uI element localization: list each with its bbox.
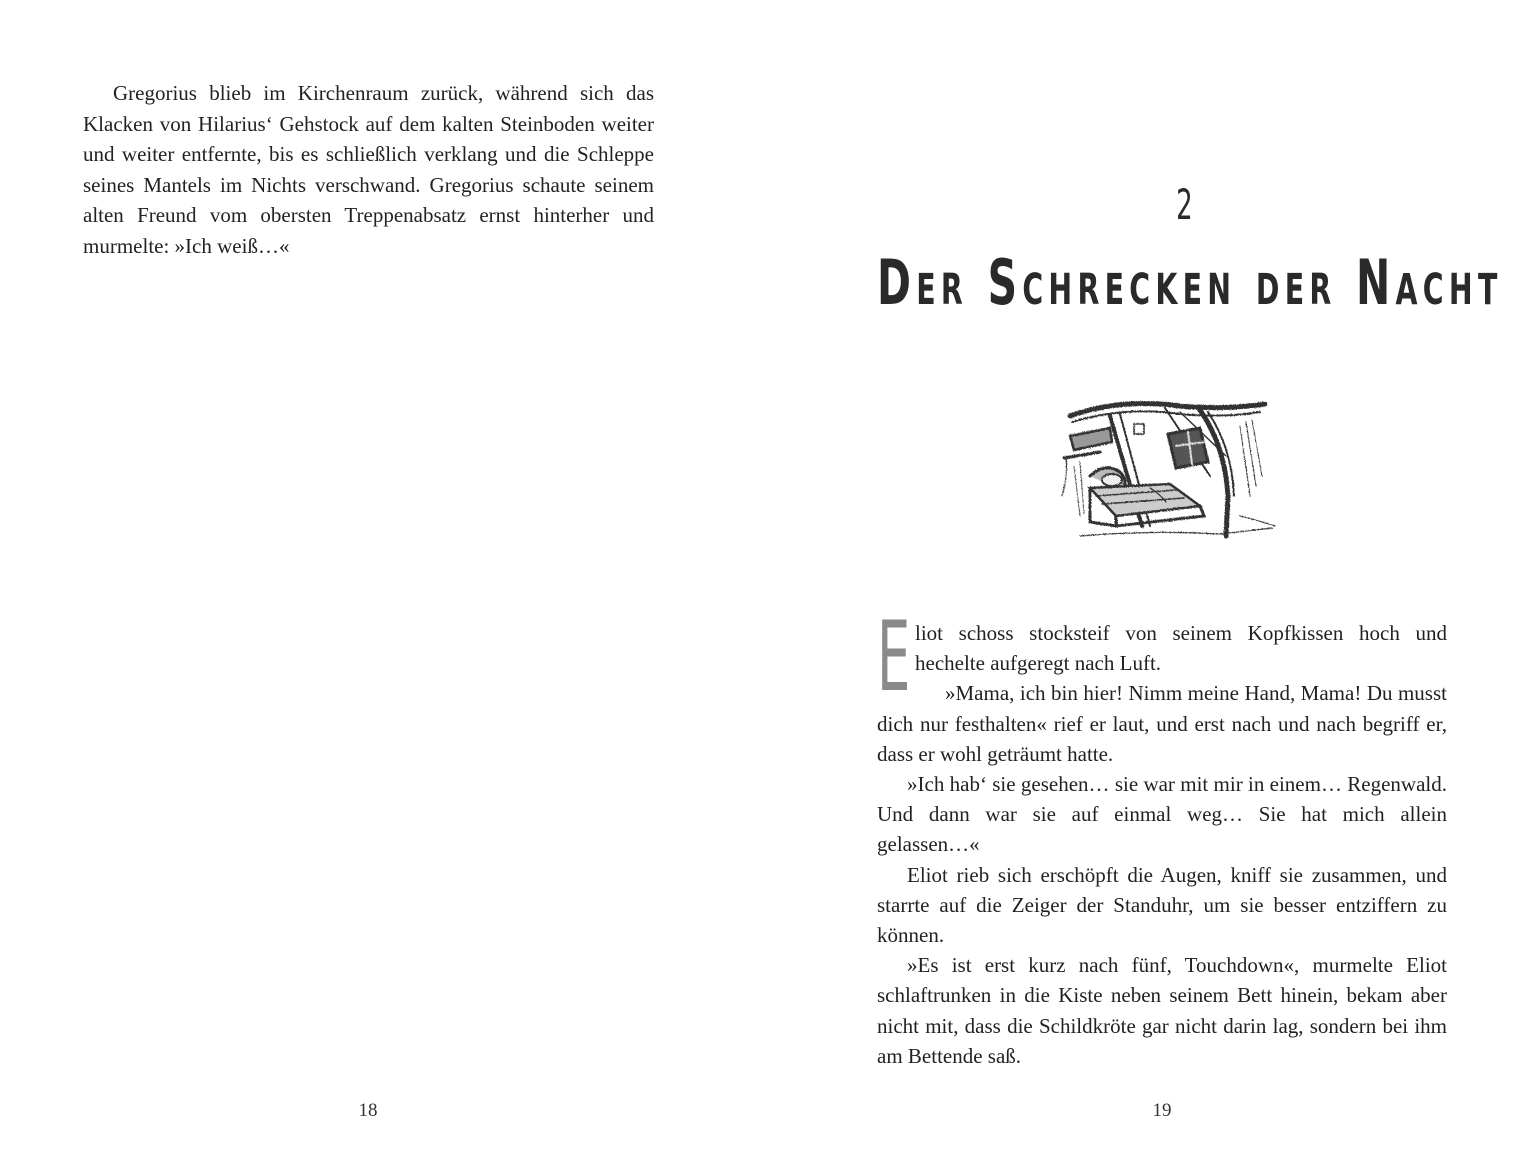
- opening-paragraph-text: liot schoss stocksteif von seinem Kopfkissen hoch und hechelte aufgeregt nach Luft.: [915, 621, 1447, 676]
- paragraph-4: »Es ist erst kurz nach fünf, Touchdown«, murmelte Eliot schlaftrunken in die Kiste neben seinem Bett hinein, bekam aber nicht mit, dass die Schildkröte gar nicht darin lag, sondern bei ihm am Bettende saß.: [877, 953, 1447, 1068]
- left-page-text: [83, 78, 654, 261]
- chapter-title: Der Schrecken der Nacht: [877, 246, 1503, 319]
- paragraph-3: Eliot rieb sich erschöpft die Augen, kniff sie zusammen, und starrte auf die Zeiger der Standuhr, um sie besser entziffern zu können.: [877, 862, 1447, 948]
- right-page-text: [877, 601, 1447, 1071]
- drop-cap: E: [877, 601, 911, 713]
- paragraph-2: »Ich hab‘ sie gesehen… sie war mit mir in einem… Regenwald. Und dann war sie auf einmal weg… Sie hat mich allein gelassen…«: [877, 772, 1447, 857]
- paragraph-1: »Mama, ich bin hier! Nimm meine Hand, Mama! Du musst dich nur festhalten« rief er laut, und erst nach und nach begriff er, dass er wohl geträumt hatte.: [877, 681, 1447, 766]
- opening-paragraph: [877, 601, 1447, 713]
- chapter-number: 2: [1176, 180, 1194, 229]
- left-paragraph-1: Gregorius blieb im Kirchenraum zurück, während sich das Klacken von Hilarius‘ Gehstock auf dem kalten Steinboden weiter und weiter entfernte, bis es schließlich verklang und die Schleppe seines Mantels im Nichts verschwand. Gregorius schaute seinem alten Freund vom obersten Treppenabsatz ernst hinterher und murmelte: »Ich weiß…«: [83, 81, 654, 258]
- right-page: [765, 0, 1530, 1162]
- attic-bedroom-sketch-icon: [1050, 376, 1290, 576]
- page-number-left: 18: [358, 1100, 378, 1121]
- page-number-right: 19: [1152, 1100, 1172, 1121]
